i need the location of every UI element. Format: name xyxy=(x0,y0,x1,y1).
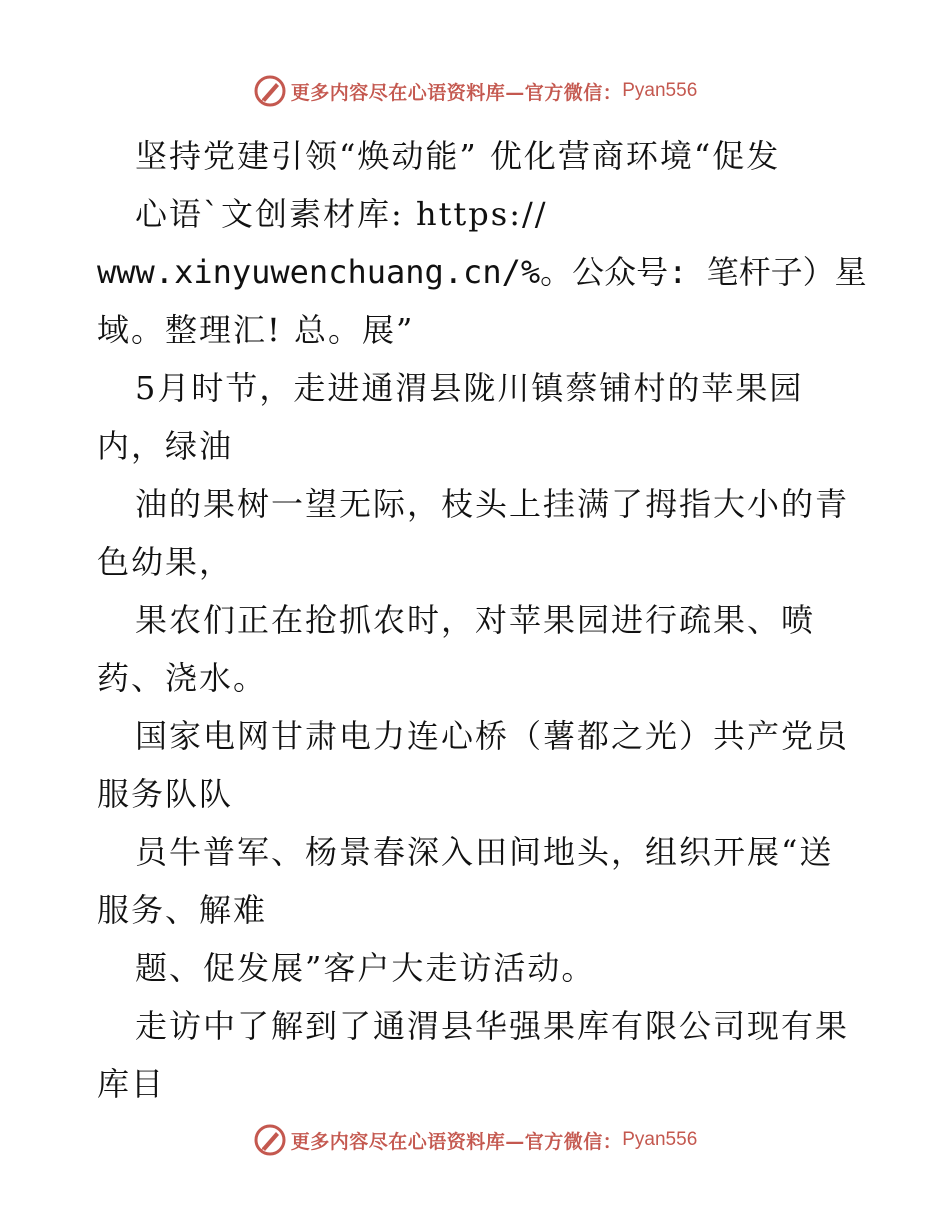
header-banner xyxy=(0,71,950,111)
footer-wechat-id: Pyan556 xyxy=(622,1129,698,1150)
pen-logo-icon xyxy=(253,1123,287,1157)
body-line: www.xinyuwenchuang.cn/%。公众号: 笔杆子）星 xyxy=(97,253,867,291)
body-line: 走访中了解到了通渭县华强果库有限公司现有果 xyxy=(135,1007,850,1045)
footer-banner-text: 更多内容尽在心语资料库—官方微信： xyxy=(290,1130,623,1153)
body-line: 色幼果， xyxy=(97,543,234,581)
body-line: 果农们正在抢抓农时，对苹果园进行疏果、喷 xyxy=(135,601,816,639)
body-line: 心语`文创素材库: https:// xyxy=(135,195,548,233)
body-line: 库目 xyxy=(97,1065,166,1103)
body-line: 油的果树一望无际，枝头上挂满了拇指大小的青 xyxy=(135,485,850,523)
body-line: 5月时节，走进通渭县陇川镇蔡铺村的苹果园 xyxy=(135,369,804,407)
body-line: 药、浇水。 xyxy=(97,659,268,697)
header-wechat-id: Pyan556 xyxy=(622,80,698,101)
body-line: 题、促发展”客户大走访活动。 xyxy=(135,949,596,987)
body-line: 员牛普军、杨景春深入田间地头，组织开展“送 xyxy=(135,833,834,871)
body-line: 服务、解难 xyxy=(97,891,268,929)
body-line: 坚持党建引领“焕动能” 优化营商环境“促发 xyxy=(135,137,781,175)
body-line: 服务队队 xyxy=(97,775,234,813)
body-line: 域。整理汇! 总。展” xyxy=(97,311,415,349)
pen-logo-icon xyxy=(253,74,287,108)
footer-banner xyxy=(0,1120,950,1160)
body-line: 内，绿油 xyxy=(97,427,234,465)
body-line: 国家电网甘肃电力连心桥（薯都之光）共产党员 xyxy=(135,717,850,755)
document-body xyxy=(97,127,917,1113)
header-banner-text: 更多内容尽在心语资料库—官方微信： xyxy=(290,81,623,104)
